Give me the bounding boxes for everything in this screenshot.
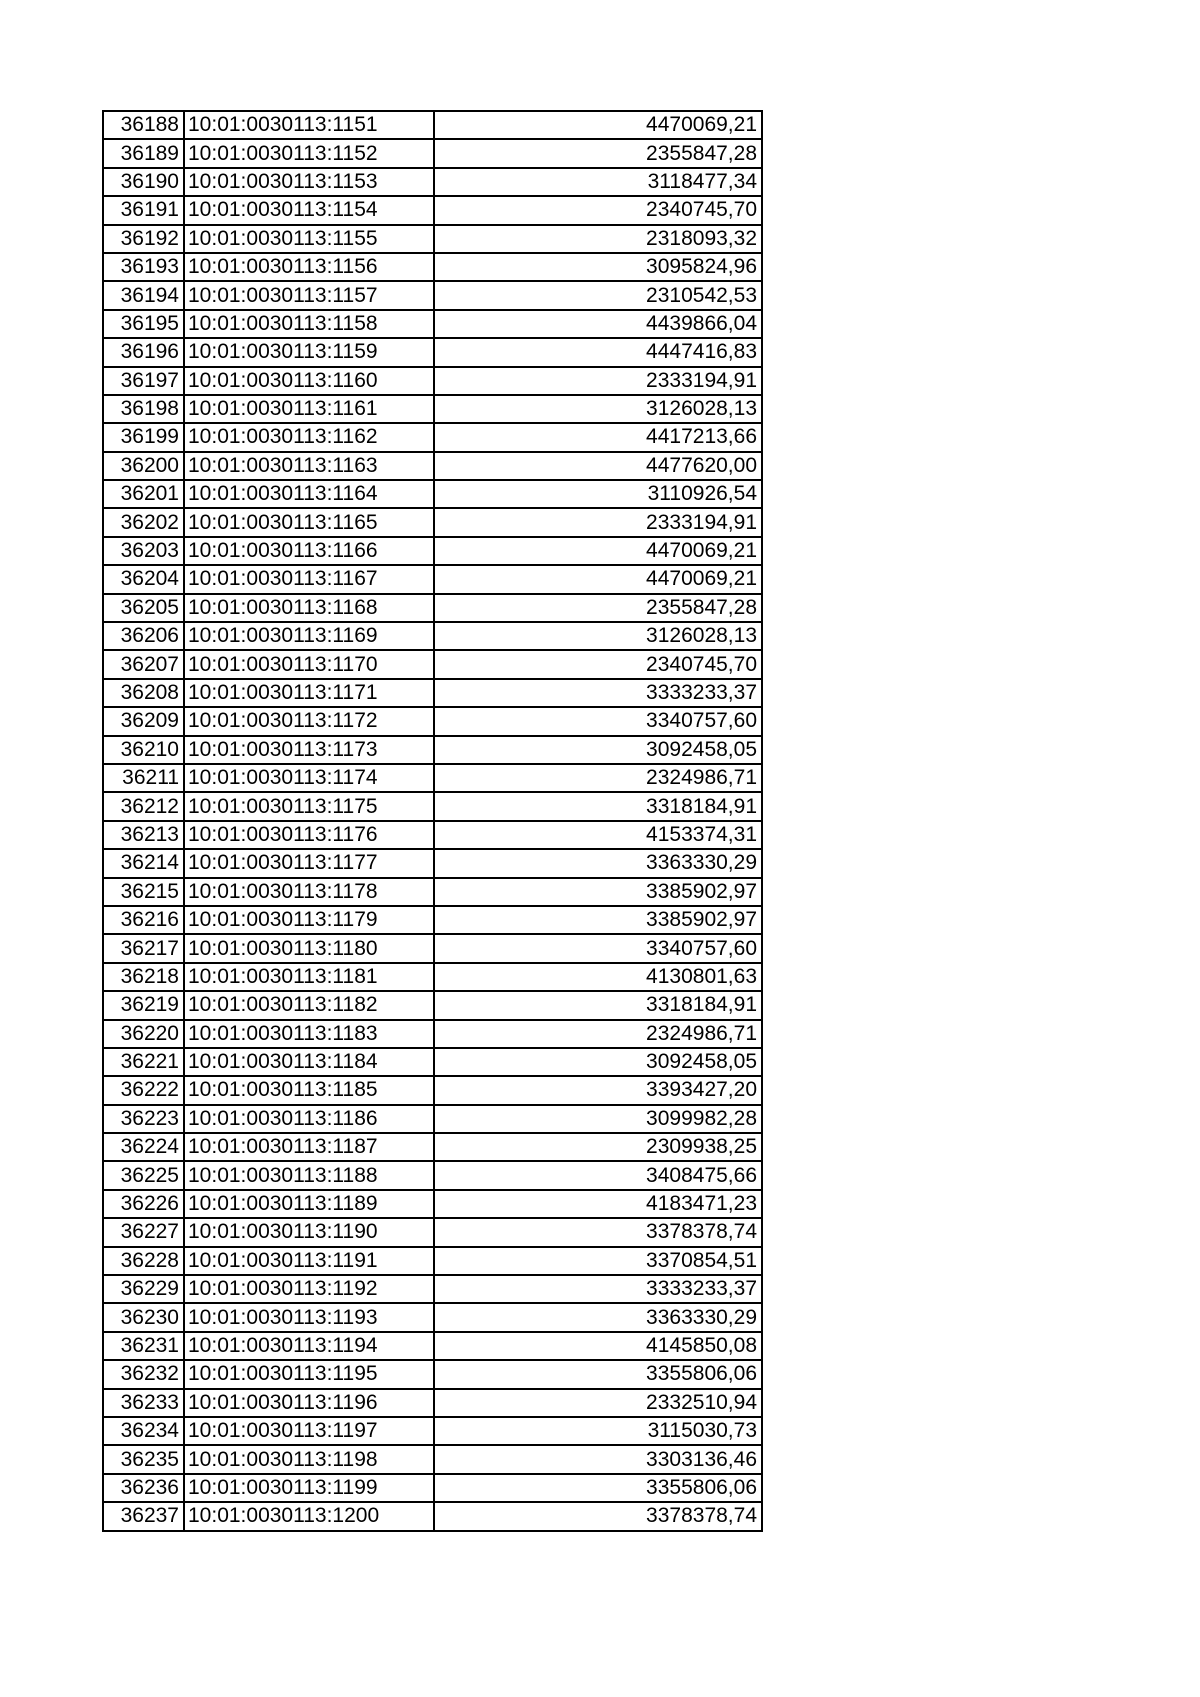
cadastral-value-cell: 3110926,54 bbox=[434, 480, 762, 508]
table-row bbox=[103, 452, 762, 480]
row-id-cell: 36229 bbox=[103, 1275, 184, 1303]
cadastral-value-cell: 2355847,28 bbox=[434, 594, 762, 622]
cadastral-value-cell: 3115030,73 bbox=[434, 1417, 762, 1445]
cadastral-number-cell: 10:01:0030113:1185 bbox=[184, 1076, 434, 1104]
cadastral-number-cell: 10:01:0030113:1166 bbox=[184, 537, 434, 565]
table-row bbox=[103, 395, 762, 423]
row-id-cell: 36206 bbox=[103, 622, 184, 650]
table-row bbox=[103, 792, 762, 820]
cadastral-value-cell: 2324986,71 bbox=[434, 1020, 762, 1048]
row-id-cell: 36224 bbox=[103, 1133, 184, 1161]
table-row bbox=[103, 1133, 762, 1161]
row-id-cell: 36196 bbox=[103, 338, 184, 366]
row-id-cell: 36193 bbox=[103, 253, 184, 281]
row-id-cell: 36210 bbox=[103, 736, 184, 764]
row-id-cell: 36202 bbox=[103, 508, 184, 536]
cadastral-value-cell: 3092458,05 bbox=[434, 1048, 762, 1076]
cadastral-number-cell: 10:01:0030113:1182 bbox=[184, 991, 434, 1019]
cadastral-value-cell: 3355806,06 bbox=[434, 1360, 762, 1388]
cadastral-number-cell: 10:01:0030113:1180 bbox=[184, 934, 434, 962]
cadastral-value-cell: 3333233,37 bbox=[434, 1275, 762, 1303]
cadastral-value-cell: 2355847,28 bbox=[434, 139, 762, 167]
row-id-cell: 36237 bbox=[103, 1502, 184, 1530]
cadastral-number-cell: 10:01:0030113:1165 bbox=[184, 508, 434, 536]
table-row bbox=[103, 1190, 762, 1218]
cadastral-number-cell: 10:01:0030113:1162 bbox=[184, 423, 434, 451]
table-row bbox=[103, 849, 762, 877]
table-row bbox=[103, 1389, 762, 1417]
cadastral-value-cell: 3318184,91 bbox=[434, 792, 762, 820]
cadastral-number-cell: 10:01:0030113:1193 bbox=[184, 1303, 434, 1331]
cadastral-number-cell: 10:01:0030113:1158 bbox=[184, 310, 434, 338]
table-row bbox=[103, 934, 762, 962]
cadastral-value-cell: 4470069,21 bbox=[434, 111, 762, 139]
cadastral-value-cell: 3118477,34 bbox=[434, 168, 762, 196]
table-row bbox=[103, 1417, 762, 1445]
row-id-cell: 36219 bbox=[103, 991, 184, 1019]
cadastral-value-cell: 4145850,08 bbox=[434, 1332, 762, 1360]
row-id-cell: 36226 bbox=[103, 1190, 184, 1218]
cadastral-value-cell: 2310542,53 bbox=[434, 281, 762, 309]
table-row bbox=[103, 1445, 762, 1473]
cadastral-number-cell: 10:01:0030113:1199 bbox=[184, 1474, 434, 1502]
table-row bbox=[103, 991, 762, 1019]
cadastral-number-cell: 10:01:0030113:1192 bbox=[184, 1275, 434, 1303]
row-id-cell: 36199 bbox=[103, 423, 184, 451]
cadastral-number-cell: 10:01:0030113:1169 bbox=[184, 622, 434, 650]
cadastral-value-cell: 3408475,66 bbox=[434, 1161, 762, 1189]
cadastral-value-cell: 4477620,00 bbox=[434, 452, 762, 480]
row-id-cell: 36220 bbox=[103, 1020, 184, 1048]
cadastral-number-cell: 10:01:0030113:1174 bbox=[184, 764, 434, 792]
cadastral-number-cell: 10:01:0030113:1171 bbox=[184, 679, 434, 707]
table-row bbox=[103, 1020, 762, 1048]
row-id-cell: 36232 bbox=[103, 1360, 184, 1388]
row-id-cell: 36205 bbox=[103, 594, 184, 622]
row-id-cell: 36227 bbox=[103, 1218, 184, 1246]
cadastral-value-cell: 3126028,13 bbox=[434, 395, 762, 423]
cadastral-value-cell: 3303136,46 bbox=[434, 1445, 762, 1473]
cadastral-number-cell: 10:01:0030113:1178 bbox=[184, 878, 434, 906]
table-row bbox=[103, 1275, 762, 1303]
table-row bbox=[103, 1048, 762, 1076]
cadastral-value-cell: 4470069,21 bbox=[434, 565, 762, 593]
cadastral-value-cell: 3099982,28 bbox=[434, 1105, 762, 1133]
cadastral-value-cell: 2340745,70 bbox=[434, 196, 762, 224]
cadastral-number-cell: 10:01:0030113:1152 bbox=[184, 139, 434, 167]
row-id-cell: 36215 bbox=[103, 878, 184, 906]
table-row bbox=[103, 821, 762, 849]
row-id-cell: 36204 bbox=[103, 565, 184, 593]
cadastral-number-cell: 10:01:0030113:1188 bbox=[184, 1161, 434, 1189]
cadastral-value-cell: 4447416,83 bbox=[434, 338, 762, 366]
cadastral-value-cell: 3385902,97 bbox=[434, 906, 762, 934]
table-row bbox=[103, 480, 762, 508]
cadastral-value-cell: 3363330,29 bbox=[434, 1303, 762, 1331]
table-row bbox=[103, 225, 762, 253]
cadastral-value-cell: 2318093,32 bbox=[434, 225, 762, 253]
row-id-cell: 36190 bbox=[103, 168, 184, 196]
cadastral-value-cell: 3378378,74 bbox=[434, 1502, 762, 1530]
cadastral-number-cell: 10:01:0030113:1179 bbox=[184, 906, 434, 934]
table-body bbox=[103, 111, 762, 1531]
cadastral-value-cell: 3092458,05 bbox=[434, 736, 762, 764]
cadastral-value-cell: 2333194,91 bbox=[434, 367, 762, 395]
row-id-cell: 36203 bbox=[103, 537, 184, 565]
table-row bbox=[103, 281, 762, 309]
table-row bbox=[103, 764, 762, 792]
cadastral-number-cell: 10:01:0030113:1181 bbox=[184, 963, 434, 991]
table-row bbox=[103, 139, 762, 167]
table-row bbox=[103, 508, 762, 536]
cadastral-value-cell: 4153374,31 bbox=[434, 821, 762, 849]
table-row bbox=[103, 423, 762, 451]
cadastral-number-cell: 10:01:0030113:1191 bbox=[184, 1247, 434, 1275]
row-id-cell: 36201 bbox=[103, 480, 184, 508]
row-id-cell: 36198 bbox=[103, 395, 184, 423]
table-row bbox=[103, 111, 762, 139]
table-row bbox=[103, 1105, 762, 1133]
row-id-cell: 36225 bbox=[103, 1161, 184, 1189]
cadastral-number-cell: 10:01:0030113:1197 bbox=[184, 1417, 434, 1445]
cadastral-number-cell: 10:01:0030113:1194 bbox=[184, 1332, 434, 1360]
row-id-cell: 36217 bbox=[103, 934, 184, 962]
cadastral-number-cell: 10:01:0030113:1163 bbox=[184, 452, 434, 480]
row-id-cell: 36235 bbox=[103, 1445, 184, 1473]
cadastral-number-cell: 10:01:0030113:1172 bbox=[184, 707, 434, 735]
table-row bbox=[103, 736, 762, 764]
cadastral-number-cell: 10:01:0030113:1175 bbox=[184, 792, 434, 820]
cadastral-value-cell: 2324986,71 bbox=[434, 764, 762, 792]
table-row bbox=[103, 1218, 762, 1246]
row-id-cell: 36192 bbox=[103, 225, 184, 253]
cadastral-number-cell: 10:01:0030113:1155 bbox=[184, 225, 434, 253]
table-row bbox=[103, 168, 762, 196]
row-id-cell: 36223 bbox=[103, 1105, 184, 1133]
cadastral-number-cell: 10:01:0030113:1184 bbox=[184, 1048, 434, 1076]
cadastral-number-cell: 10:01:0030113:1154 bbox=[184, 196, 434, 224]
cadastral-number-cell: 10:01:0030113:1164 bbox=[184, 480, 434, 508]
cadastral-number-cell: 10:01:0030113:1183 bbox=[184, 1020, 434, 1048]
table-row bbox=[103, 878, 762, 906]
cadastral-value-cell: 3333233,37 bbox=[434, 679, 762, 707]
row-id-cell: 36236 bbox=[103, 1474, 184, 1502]
row-id-cell: 36214 bbox=[103, 849, 184, 877]
table-row bbox=[103, 1076, 762, 1104]
row-id-cell: 36233 bbox=[103, 1389, 184, 1417]
cadastral-value-cell: 2333194,91 bbox=[434, 508, 762, 536]
row-id-cell: 36228 bbox=[103, 1247, 184, 1275]
cadastral-value-cell: 3370854,51 bbox=[434, 1247, 762, 1275]
table-row bbox=[103, 253, 762, 281]
row-id-cell: 36209 bbox=[103, 707, 184, 735]
table-row bbox=[103, 707, 762, 735]
cadastral-number-cell: 10:01:0030113:1200 bbox=[184, 1502, 434, 1530]
row-id-cell: 36191 bbox=[103, 196, 184, 224]
table-row bbox=[103, 679, 762, 707]
cadastral-number-cell: 10:01:0030113:1153 bbox=[184, 168, 434, 196]
cadastral-value-cell: 3378378,74 bbox=[434, 1218, 762, 1246]
table-row bbox=[103, 565, 762, 593]
row-id-cell: 36208 bbox=[103, 679, 184, 707]
cadastral-number-cell: 10:01:0030113:1177 bbox=[184, 849, 434, 877]
cadastral-value-cell: 3126028,13 bbox=[434, 622, 762, 650]
cadastral-value-cell: 3355806,06 bbox=[434, 1474, 762, 1502]
table-row bbox=[103, 338, 762, 366]
cadastral-value-cell: 2309938,25 bbox=[434, 1133, 762, 1161]
row-id-cell: 36195 bbox=[103, 310, 184, 338]
cadastral-value-cell: 4417213,66 bbox=[434, 423, 762, 451]
cadastral-number-cell: 10:01:0030113:1187 bbox=[184, 1133, 434, 1161]
table-row bbox=[103, 537, 762, 565]
cadastral-value-cell: 3340757,60 bbox=[434, 934, 762, 962]
cadastral-number-cell: 10:01:0030113:1176 bbox=[184, 821, 434, 849]
table-row bbox=[103, 1360, 762, 1388]
cadastral-number-cell: 10:01:0030113:1186 bbox=[184, 1105, 434, 1133]
table-row bbox=[103, 1161, 762, 1189]
row-id-cell: 36200 bbox=[103, 452, 184, 480]
table-row bbox=[103, 963, 762, 991]
cadastral-value-cell: 3363330,29 bbox=[434, 849, 762, 877]
cadastral-value-cell: 3385902,97 bbox=[434, 878, 762, 906]
cadastral-number-cell: 10:01:0030113:1167 bbox=[184, 565, 434, 593]
row-id-cell: 36212 bbox=[103, 792, 184, 820]
table-row bbox=[103, 310, 762, 338]
row-id-cell: 36207 bbox=[103, 650, 184, 678]
cadastral-value-cell: 4439866,04 bbox=[434, 310, 762, 338]
table-row bbox=[103, 1502, 762, 1530]
cadastral-value-cell: 3393427,20 bbox=[434, 1076, 762, 1104]
cadastral-number-cell: 10:01:0030113:1151 bbox=[184, 111, 434, 139]
cadastral-value-cell: 2340745,70 bbox=[434, 650, 762, 678]
cadastral-value-cell: 3318184,91 bbox=[434, 991, 762, 1019]
cadastral-number-cell: 10:01:0030113:1196 bbox=[184, 1389, 434, 1417]
table-row bbox=[103, 594, 762, 622]
cadastral-number-cell: 10:01:0030113:1173 bbox=[184, 736, 434, 764]
table-row bbox=[103, 367, 762, 395]
row-id-cell: 36234 bbox=[103, 1417, 184, 1445]
table-row bbox=[103, 1247, 762, 1275]
row-id-cell: 36188 bbox=[103, 111, 184, 139]
row-id-cell: 36218 bbox=[103, 963, 184, 991]
cadastral-value-cell: 2332510,94 bbox=[434, 1389, 762, 1417]
cadastral-number-cell: 10:01:0030113:1168 bbox=[184, 594, 434, 622]
cadastral-number-cell: 10:01:0030113:1160 bbox=[184, 367, 434, 395]
row-id-cell: 36189 bbox=[103, 139, 184, 167]
table-row bbox=[103, 1474, 762, 1502]
row-id-cell: 36211 bbox=[103, 764, 184, 792]
cadastral-number-cell: 10:01:0030113:1189 bbox=[184, 1190, 434, 1218]
row-id-cell: 36216 bbox=[103, 906, 184, 934]
row-id-cell: 36230 bbox=[103, 1303, 184, 1331]
row-id-cell: 36213 bbox=[103, 821, 184, 849]
row-id-cell: 36231 bbox=[103, 1332, 184, 1360]
cadastral-number-cell: 10:01:0030113:1198 bbox=[184, 1445, 434, 1473]
cadastral-number-cell: 10:01:0030113:1156 bbox=[184, 253, 434, 281]
cadastral-value-cell: 3095824,96 bbox=[434, 253, 762, 281]
cadastral-value-cell: 3340757,60 bbox=[434, 707, 762, 735]
cadastral-value-cell: 4130801,63 bbox=[434, 963, 762, 991]
row-id-cell: 36222 bbox=[103, 1076, 184, 1104]
table-row bbox=[103, 1303, 762, 1331]
cadastral-number-cell: 10:01:0030113:1159 bbox=[184, 338, 434, 366]
table-row bbox=[103, 622, 762, 650]
cadastral-number-cell: 10:01:0030113:1170 bbox=[184, 650, 434, 678]
table-row bbox=[103, 196, 762, 224]
row-id-cell: 36194 bbox=[103, 281, 184, 309]
cadastral-value-cell: 4470069,21 bbox=[434, 537, 762, 565]
cadastral-number-cell: 10:01:0030113:1190 bbox=[184, 1218, 434, 1246]
cadastral-number-cell: 10:01:0030113:1161 bbox=[184, 395, 434, 423]
cadastral-value-table bbox=[102, 110, 763, 1532]
table-row bbox=[103, 1332, 762, 1360]
table-row bbox=[103, 906, 762, 934]
row-id-cell: 36221 bbox=[103, 1048, 184, 1076]
cadastral-number-cell: 10:01:0030113:1195 bbox=[184, 1360, 434, 1388]
cadastral-value-cell: 4183471,23 bbox=[434, 1190, 762, 1218]
cadastral-number-cell: 10:01:0030113:1157 bbox=[184, 281, 434, 309]
table-row bbox=[103, 650, 762, 678]
row-id-cell: 36197 bbox=[103, 367, 184, 395]
